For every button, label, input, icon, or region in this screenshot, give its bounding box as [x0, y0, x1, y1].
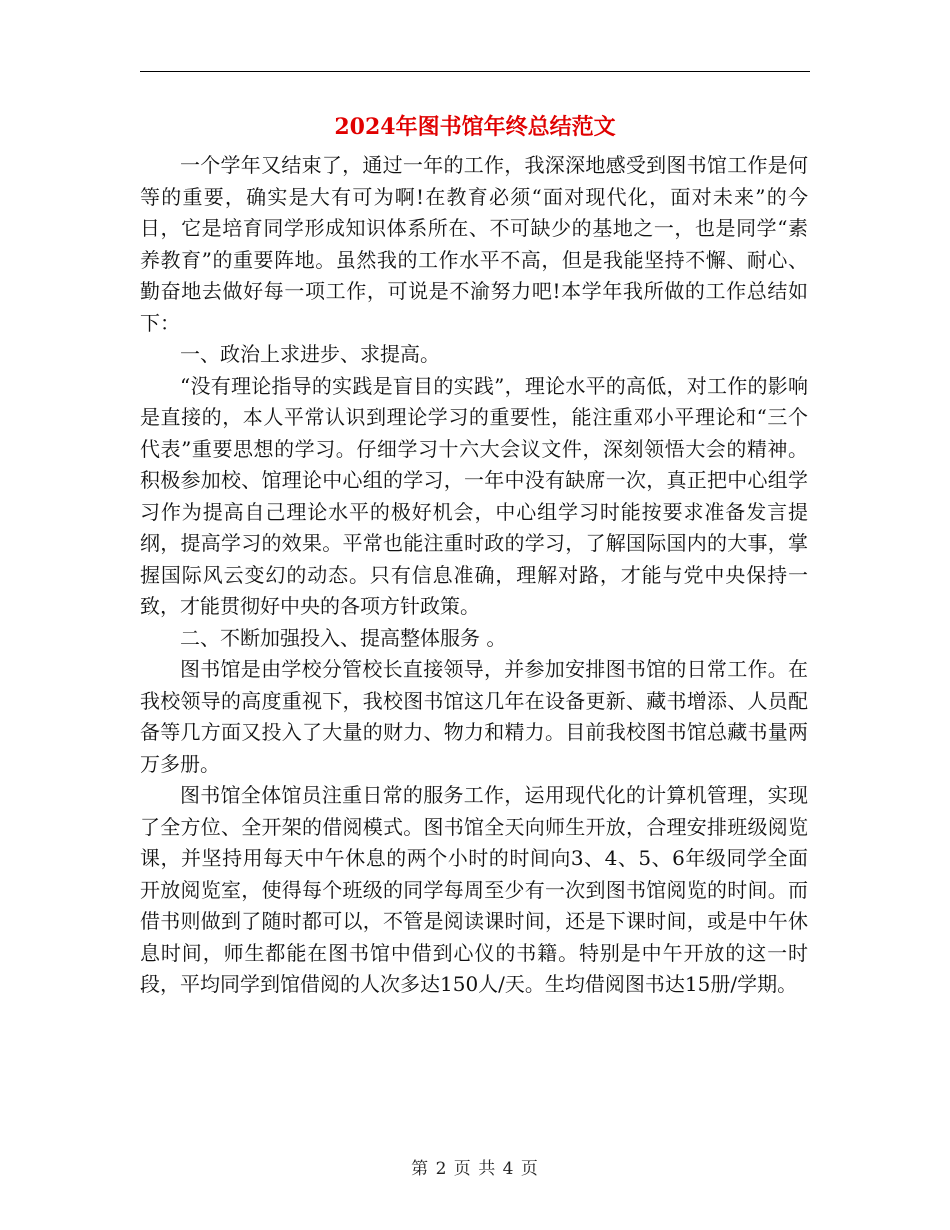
header-rule — [140, 71, 810, 72]
paragraph-section-2a: 图书馆是由学校分管校长直接领导，并参加安排图书馆的日常工作。在我校领导的高度重视下，我校图书馆这几年在设备更新、藏书增添、人员配备等几方面又投入了大量的财力、物力和精力。目前我校图书馆总藏书量两万多册。 — [140, 657, 808, 776]
document-body — [140, 150, 808, 1001]
document-title: 2024年图书馆年终总结范文 — [334, 114, 616, 140]
paragraph-section-1: “没有理论指导的实践是盲目的实践”，理论水平的高低，对工作的影响是直接的，本人平常认识到理论学习的重要性，能注重邓小平理论和“三个代表”重要思想的学习。仔细学习十六大会议文件，深刻领悟大会的精神。积极参加校、馆理论中心组的学习，一年中没有缺席一次，真正把中心组学习作为提高自己理论水平的极好机会，中心组学习时能按要求准备发言提纲，提高学习的效果。平常也能注重时政的学习，了解国际国内的大事，掌握国际风云变幻的动态。只有信息准确，理解对路，才能与党中央保持一致，才能贯彻好中央的各项方针政策。 — [140, 373, 808, 618]
section-heading-1: 一、政治上求进步、求提高。 — [180, 342, 440, 366]
paragraph-intro: 一个学年又结束了，通过一年的工作，我深深地感受到图书馆工作是何等的重要，确实是大有可为啊!在教育必须“面对现代化，面对未来”的今日，它是培育同学形成知识体系所在、不可缺少的基地之一，也是同学“素养教育”的重要阵地。虽然我的工作水平不高，但是我能坚持不懈、耐心、勤奋地去做好每一项工作，可说是不渝努力吧!本学年我所做的工作总结如下： — [140, 153, 808, 335]
paragraph-section-2b: 图书馆全体馆员注重日常的服务工作，运用现代化的计算机管理，实现了全方位、全开架的借阅模式。图书馆全天向师生开放，合理安排班级阅览课，并坚持用每天中午休息的两个小时的时间向3、4、5、6年级同学全面开放阅览室，使得每个班级的同学每周至少有一次到图书馆阅览的时间。而借书则做到了随时都可以，不管是阅读课时间，还是下课时间，或是中午休息时间，师生都能在图书馆中借到心仪的书籍。特别是中午开放的这一时段，平均同学到馆借阅的人次多达150人/天。生均借阅图书达15册/学期。 — [140, 783, 808, 996]
section-heading-2: 二、不断加强投入、提高整体服务 。 — [180, 625, 507, 650]
page-number-footer: 第 2 页 共 4 页 — [411, 1159, 539, 1179]
